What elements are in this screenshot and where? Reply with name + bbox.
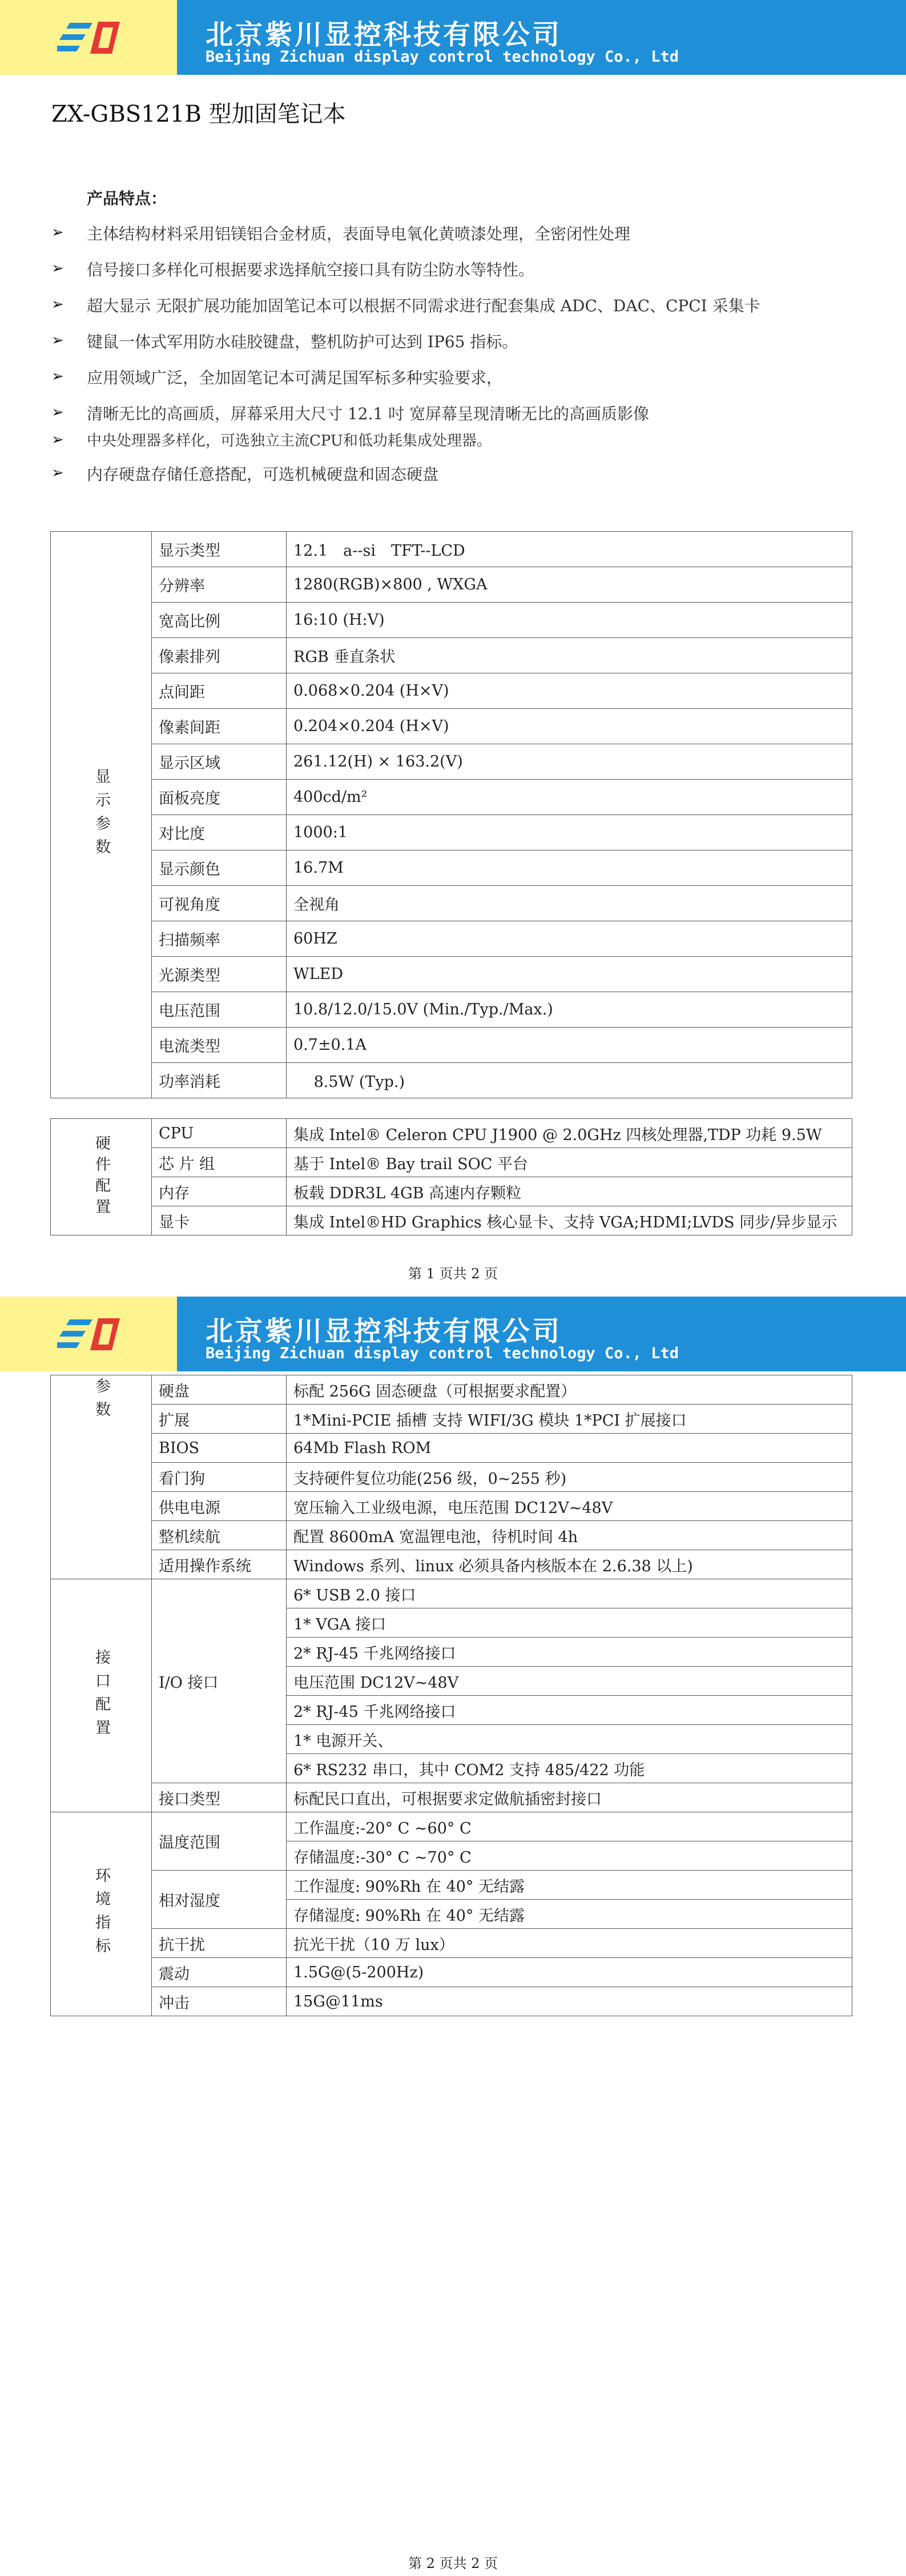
company-name-cn: 北京紫川显控科技有限公司 (206, 19, 562, 51)
io-value: 6* RS232 串口，其中 COM2 支持 485/422 功能 (287, 1754, 852, 1783)
feature-item (51, 330, 862, 366)
table-row (51, 1579, 852, 1608)
params-group-label: 参数 (92, 1378, 110, 1425)
row-label: 整机续航 (152, 1521, 287, 1550)
row-value: 400cd/m² (287, 780, 852, 815)
row-label: 适用操作系统 (152, 1550, 287, 1579)
row-label: 像素间距 (152, 709, 287, 744)
temp-value: 工作温度:-20° C ~60° C (287, 1812, 852, 1841)
io-value: 2* RJ-45 千兆网络接口 (287, 1638, 852, 1667)
row-value: 1.5G@(5-200Hz) (287, 1958, 852, 1987)
row-label: 可视角度 (152, 886, 287, 921)
table-row (51, 1434, 852, 1463)
feature-item (51, 258, 862, 294)
arrow-bullet-icon: ➢ (51, 332, 64, 349)
company-name-cn: 北京紫川显控科技有限公司 (206, 1315, 562, 1347)
io-label-cell: I/O 接口 (152, 1579, 287, 1783)
table-row (51, 673, 852, 709)
io-value: 6* USB 2.0 接口 (287, 1579, 852, 1608)
feature-item (51, 366, 862, 402)
row-value: 0.068×0.204 (H×V) (287, 673, 852, 709)
row-label: 芯 片 组 (152, 1148, 287, 1177)
row-label: 接口类型 (152, 1783, 287, 1812)
table-row (51, 886, 852, 921)
humid-value: 存储湿度: 90%Rh 在 40° 无结露 (287, 1900, 852, 1929)
header-banner (0, 1297, 906, 1371)
row-value: 1280(RGB)×800 , WXGA (287, 567, 852, 603)
table-row (51, 850, 852, 886)
row-label: 宽高比例 (152, 603, 287, 638)
table-row (51, 921, 852, 957)
arrow-bullet-icon: ➢ (51, 296, 64, 313)
row-value: 16:10 (H:V) (287, 603, 852, 638)
header-banner (0, 0, 906, 75)
features-list (51, 222, 862, 498)
row-value: 板载 DDR3L 4GB 高速内存颗粒 (287, 1177, 852, 1206)
company-logo-icon (57, 19, 126, 56)
row-value: 261.12(H) × 163.2(V) (287, 744, 852, 780)
row-label: 显卡 (152, 1206, 287, 1235)
row-value: 1*Mini-PCIE 插槽 支持 WIFI/3G 模块 1*PCI 扩展接口 (287, 1405, 852, 1434)
humid-label-cell: 相对湿度 (152, 1871, 287, 1929)
table-row (51, 1987, 852, 2016)
document-title: ZX-GBS121B 型加固笔记本 (51, 101, 346, 127)
table-row (51, 1521, 852, 1550)
feature-item (51, 462, 862, 498)
table-row (51, 532, 852, 567)
row-label: 功率消耗 (152, 1063, 287, 1098)
table-row (51, 638, 852, 673)
company-name-en: Beijing Zichuan display control technology Co., Ltd (206, 1345, 679, 1362)
row-value: 60HZ (287, 921, 852, 957)
row-value: 0.7±0.1A (287, 1028, 852, 1063)
row-label: 面板亮度 (152, 780, 287, 815)
feature-text: 超大显示 无限扩展功能加固笔记本可以根据不同需求进行配套集成 ADC、DAC、CPCI 采集卡 (87, 296, 760, 315)
arrow-bullet-icon: ➢ (51, 464, 64, 482)
temp-label-cell: 温度范围 (152, 1812, 287, 1871)
row-value: 16.7M (287, 850, 852, 886)
feature-item (51, 294, 862, 330)
table-row (51, 1028, 852, 1063)
page-number: 第 1 页共 2 页 (408, 1266, 498, 1282)
row-value: 集成 Intel®HD Graphics 核心显卡、支持 VGA;HDMI;LVDS 同步/异步显示 (287, 1206, 852, 1235)
feature-text: 中央处理器多样化，可选独立主流CPU和低功耗集成处理器。 (87, 432, 492, 450)
env-group-cell (51, 1812, 152, 2016)
arrow-bullet-icon: ➢ (51, 404, 64, 421)
display-group-cell (51, 532, 152, 1098)
table-row (51, 992, 852, 1028)
row-label: 扩展 (152, 1405, 287, 1434)
row-value: 15G@11ms (287, 1987, 852, 2016)
row-label: 分辨率 (152, 567, 287, 603)
row-label: 显示颜色 (152, 850, 287, 886)
feature-text: 清晰无比的高画质，屏幕采用大尺寸 12.1 吋 宽屏幕呈现清晰无比的高画质影像 (87, 404, 650, 423)
table-row (51, 1812, 852, 1841)
row-value: 宽压输入工业级电源，电压范围 DC12V~48V (287, 1492, 852, 1521)
row-label: 抗干扰 (152, 1929, 287, 1958)
params-table (50, 1375, 852, 2016)
row-label: 对比度 (152, 815, 287, 850)
arrow-bullet-icon: ➢ (51, 260, 64, 277)
table-row (51, 744, 852, 780)
iface-group-label: 接口配置 (92, 1648, 110, 1743)
table-row (51, 1492, 852, 1521)
params-group-cell (51, 1375, 152, 1579)
row-value: 标配民口直出，可根据要求定做航插密封接口 (287, 1783, 852, 1812)
feature-text: 信号接口多样化可根据要求选择航空接口具有防尘防水等特性。 (87, 260, 535, 279)
io-value: 1* VGA 接口 (287, 1608, 852, 1638)
row-value: 1000:1 (287, 815, 852, 850)
row-label: 扫描频率 (152, 921, 287, 957)
row-label: 供电电源 (152, 1492, 287, 1521)
table-row (51, 1119, 852, 1148)
row-value: 支持硬件复位功能(256 级，0~255 秒) (287, 1463, 852, 1492)
hardware-config-table (50, 1118, 852, 1235)
table-row (51, 957, 852, 992)
feature-text: 内存硬盘存储任意搭配，可选机械硬盘和固态硬盘 (87, 465, 439, 484)
io-value: 1* 电源开关、 (287, 1725, 852, 1754)
display-params-table (50, 531, 852, 1098)
feature-text: 键鼠一体式军用防水硅胶键盘，整机防护可达到 IP65 指标。 (87, 332, 518, 351)
row-label: 震动 (152, 1958, 287, 1987)
row-value: 抗光干扰（10 万 lux） (287, 1929, 852, 1958)
table-row (51, 1463, 852, 1492)
temp-value: 存储温度:-30° C ~70° C (287, 1841, 852, 1871)
io-value: 2* RJ-45 千兆网络接口 (287, 1696, 852, 1725)
page-number: 第 2 页共 2 页 (408, 2555, 498, 2571)
feature-text: 主体结构材料采用铝镁铝合金材质，表面导电氧化黄喷漆处理，全密闭性处理 (87, 224, 631, 243)
feature-item (51, 402, 862, 429)
row-label: 显示区域 (152, 744, 287, 780)
row-label: CPU (152, 1119, 287, 1148)
features-heading: 产品特点： (87, 189, 167, 208)
feature-text: 应用领域广泛，全加固笔记本可满足国军标多种实验要求， (87, 368, 503, 387)
table-row (51, 709, 852, 744)
table-row (51, 603, 852, 638)
table-row (51, 1405, 852, 1434)
env-group-label: 环境指标 (92, 1867, 110, 1961)
table-row (51, 1206, 852, 1235)
arrow-bullet-icon: ➢ (51, 224, 64, 241)
table-row (51, 567, 852, 603)
feature-item (51, 429, 862, 462)
table-row (51, 780, 852, 815)
row-value: Windows 系列、linux 必须具备内核版本在 2.6.38 以上) (287, 1550, 852, 1579)
table-row (51, 815, 852, 850)
row-label: 内存 (152, 1177, 287, 1206)
row-value: 全视角 (287, 886, 852, 921)
row-label: 显示类型 (152, 532, 287, 567)
row-value: 配置 8600mA 宽温锂电池，待机时间 4h (287, 1521, 852, 1550)
row-label: 电流类型 (152, 1028, 287, 1063)
company-logo-icon (57, 1316, 126, 1353)
row-label: 硬盘 (152, 1375, 287, 1405)
row-label: 光源类型 (152, 957, 287, 992)
display-group-label: 显示参数 (92, 768, 110, 862)
humid-value: 工作湿度: 90%Rh 在 40° 无结露 (287, 1871, 852, 1900)
row-value: 10.8/12.0/15.0V (Min./Typ./Max.) (287, 992, 852, 1028)
table-row (51, 1929, 852, 1958)
table-row (51, 1550, 852, 1579)
row-value: 标配 256G 固态硬盘（可根据要求配置） (287, 1375, 852, 1405)
row-value: RGB 垂直条状 (287, 638, 852, 673)
row-value: 基于 Intel® Bay trail SOC 平台 (287, 1148, 852, 1177)
table-row (51, 1958, 852, 1987)
row-value: 64Mb Flash ROM (287, 1434, 852, 1463)
arrow-bullet-icon: ➢ (51, 431, 64, 448)
row-value: WLED (287, 957, 852, 992)
row-value: 0.204×0.204 (H×V) (287, 709, 852, 744)
arrow-bullet-icon: ➢ (51, 368, 64, 385)
row-value: 集成 Intel® Celeron CPU J1900 @ 2.0GHz 四核处理器,TDP 功耗 9.5W (287, 1119, 852, 1148)
row-label: 电压范围 (152, 992, 287, 1028)
row-label: 看门狗 (152, 1463, 287, 1492)
feature-item (51, 222, 862, 258)
iface-group-cell (51, 1579, 152, 1812)
table-row (51, 1871, 852, 1900)
hardware-group-cell (51, 1119, 152, 1235)
io-value: 电压范围 DC12V~48V (287, 1667, 852, 1696)
row-label: 像素排列 (152, 638, 287, 673)
row-label: 点间距 (152, 673, 287, 709)
row-value: 8.5W (Typ.) (287, 1063, 852, 1098)
row-value: 12.1 a--si TFT--LCD (287, 532, 852, 567)
table-row (51, 1148, 852, 1177)
row-label: 冲击 (152, 1987, 287, 2016)
table-row (51, 1063, 852, 1098)
hardware-group-label: 硬件配置 (92, 1134, 110, 1219)
company-name-en: Beijing Zichuan display control technology Co., Ltd (206, 48, 679, 66)
table-row (51, 1177, 852, 1206)
row-label: BIOS (152, 1434, 287, 1463)
table-row (51, 1783, 852, 1812)
table-row (51, 1375, 852, 1405)
